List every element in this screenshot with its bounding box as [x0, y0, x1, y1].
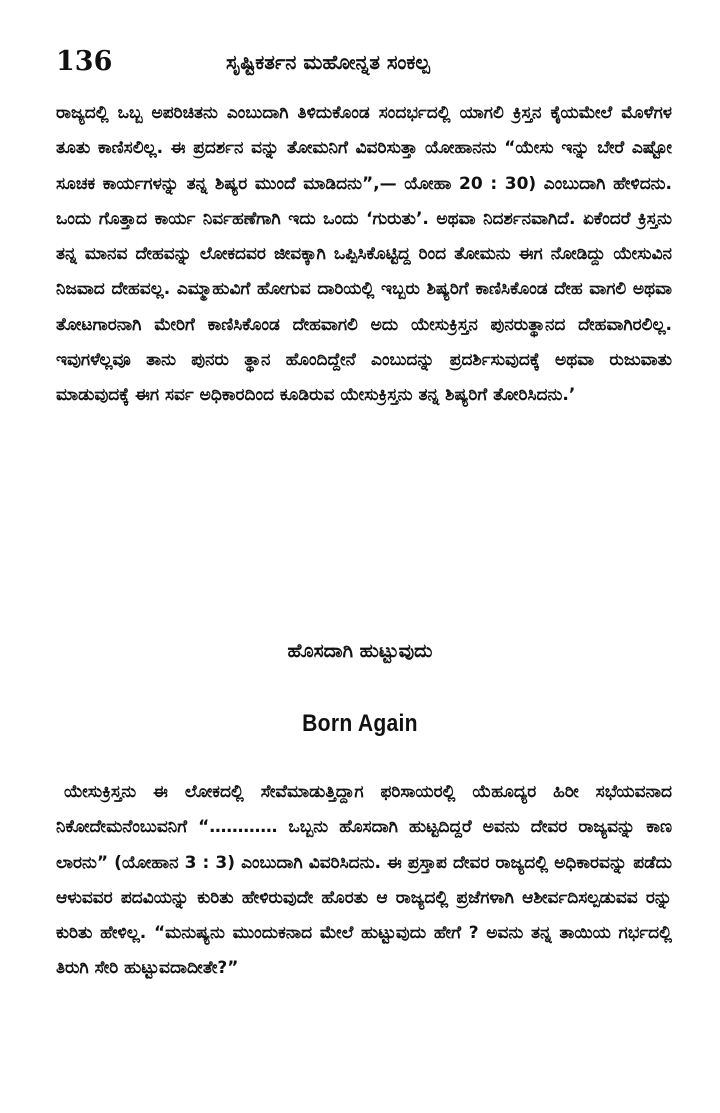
body-paragraph-1: [56, 96, 672, 414]
page-header: [56, 44, 676, 88]
page-number: 136: [56, 46, 113, 77]
body-paragraph-2: [56, 775, 672, 987]
paragraph-text: ಯೇಸುಕ್ರಿಸ್ತನು ಈ ಲೋಕದಲ್ಲಿ ಸೇವೆಮಾಡುತ್ತಿದ್ದಾಗ ಫರಿಸಾಯರಲ್ಲಿ ಯೆಹೂದ್ಯರ ಹಿರೀ ಸಭೆಯವನಾದ ನಿಕೋದೇಮನೆಂಬುವನಿಗೆ “………… ಒಬ್ಬನು ಹೊಸದಾಗಿ ಹುಟ್ಟದಿದ್ದರೆ ಅವನು ದೇವರ ರಾಜ್ಯವನ್ನು ಕಾಣ ಲಾರನು” (ಯೋಹಾನ 3 : 3) ಎಂಬುದಾಗಿ ವಿವರಿಸಿದನು. ಈ ಪ್ರಸ್ತಾಪ ದೇವರ ರಾಜ್ಯದಲ್ಲಿ ಅಧಿಕಾರವನ್ನು ಪಡೆದು ಆಳುವವರ ಪದವಿಯನ್ನು ಕುರಿತು ಹೇಳಿರುವುದೇ ಹೊರತು ಆ ರಾಜ್ಯದಲ್ಲಿ ಪ್ರಜೆಗಳಾಗಿ ಆಶೀರ್ವದಿಸಲ್ಪಡುವವ ರನ್ನು ಕುರಿತು ಹೇಳಿಲ್ಲ. “ಮನುಷ್ಯನು ಮುಂದುಕನಾದ ಮೇಲೆ ಹುಟ್ಟುವುದು ಹೇಗೆ ? ಅವನು ತನ್ನ ತಾಯಿಯ ಗರ್ಭದಲ್ಲಿ ತಿರುಗಿ ಸೇರಿ ಹುಟ್ಟುವದಾದೀತೇ?”: [56, 782, 672, 979]
paragraph-text: ರಾಜ್ಯದಲ್ಲಿ ಒಬ್ಬ ಅಪರಿಚಿತನು ಎಂಬುದಾಗಿ ತಿಳಿದುಕೊಂಡ ಸಂದರ್ಭದಲ್ಲಿ ಯಾಗಲಿ ಕ್ರಿಸ್ತನ ಕೈಯಮೇಲೆ ಮೊಳೆಗಳ ತೂತು ಕಾಣಿಸಲಿಲ್ಲ. ಈ ಪ್ರದರ್ಶನ ವನ್ನು ತೋಮನಿಗೆ ವಿವರಿಸುತ್ತಾ ಯೋಹಾನನು “ಯೇಸು ಇನ್ನು ಬೇರೆ ಎಷ್ಟೋ ಸೂಚಕ ಕಾರ್ಯಗಳನ್ನು ತನ್ನ ಶಿಷ್ಯರ ಮುಂದೆ ಮಾಡಿದನು”,— ಯೋಹಾ 20 : 30) ಎಂಬುದಾಗಿ ಹೇಳಿದನು. ಒಂದು ಗೊತ್ತಾದ ಕಾರ್ಯ ನಿರ್ವಹಣೆಗಾಗಿ ಇದು ಒಂದು ‘ಗುರುತು’. ಅಥವಾ ನಿದರ್ಶನವಾಗಿದೆ. ಏಕೆಂದರೆ ಕ್ರಿಸ್ತನು ತನ್ನ ಮಾನವ ದೇಹವನ್ನು ಲೋಕದವರ ಜೀವಕ್ಕಾಗಿ ಒಪ್ಪಿಸಿಕೊಟ್ಟಿದ್ದ ರಿಂದ ತೋಮನು ಈಗ ನೋಡಿದ್ದು ಯೇಸುವಿನ ನಿಜವಾದ ದೇಹವಲ್ಲ. ಎಮ್ಮಾಹುವಿಗೆ ಹೋಗುವ ದಾರಿಯಲ್ಲಿ ಇಬ್ಬರು ಶಿಷ್ಯರಿಗೆ ಕಾಣಿಸಿಕೊಂಡ ದೇಹ ವಾಗಲಿ ಅಥವಾ ತೋಟಗಾರನಾಗಿ ಮೇರಿಗೆ ಕಾಣಿಸಿಕೊಂಡ ದೇಹವಾಗಲಿ ಅದು ಯೇಸುಕ್ರಿಸ್ತನ ಪುನರುತ್ಥಾನದ ದೇಹವಾಗಿರಲಿಲ್ಲ. ಇವುಗಳೆಲ್ಲವೂ ತಾನು ಪುನರು ತ್ಥಾನ ಹೊಂದಿದ್ದೇನೆ ಎಂಬುದನ್ನು ಪ್ರದರ್ಶಿಸುವುದಕ್ಕೆ ಅಥವಾ ರುಜುವಾತು ಮಾಡುವುದಕ್ಕೆ ಈಗ ಸರ್ವ ಅಧಿಕಾರದಿಂದ ಕೂಡಿರುವ ಯೇಸುಕ್ರಿಸ್ತನು ತನ್ನ ಶಿಷ್ಯರಿಗೆ ತೋರಿಸಿದನು.’: [56, 103, 672, 406]
section-heading-kannada: ಹೊಸದಾಗಿ ಹುಟ್ಟುವುದು: [287, 640, 433, 662]
section-heading-english: Born Again: [302, 710, 418, 737]
running-title: ಸೃಷ್ಟಿಕರ್ತನ ಮಹೋನ್ನತ ಸಂಕಲ್ಪ: [226, 50, 430, 74]
